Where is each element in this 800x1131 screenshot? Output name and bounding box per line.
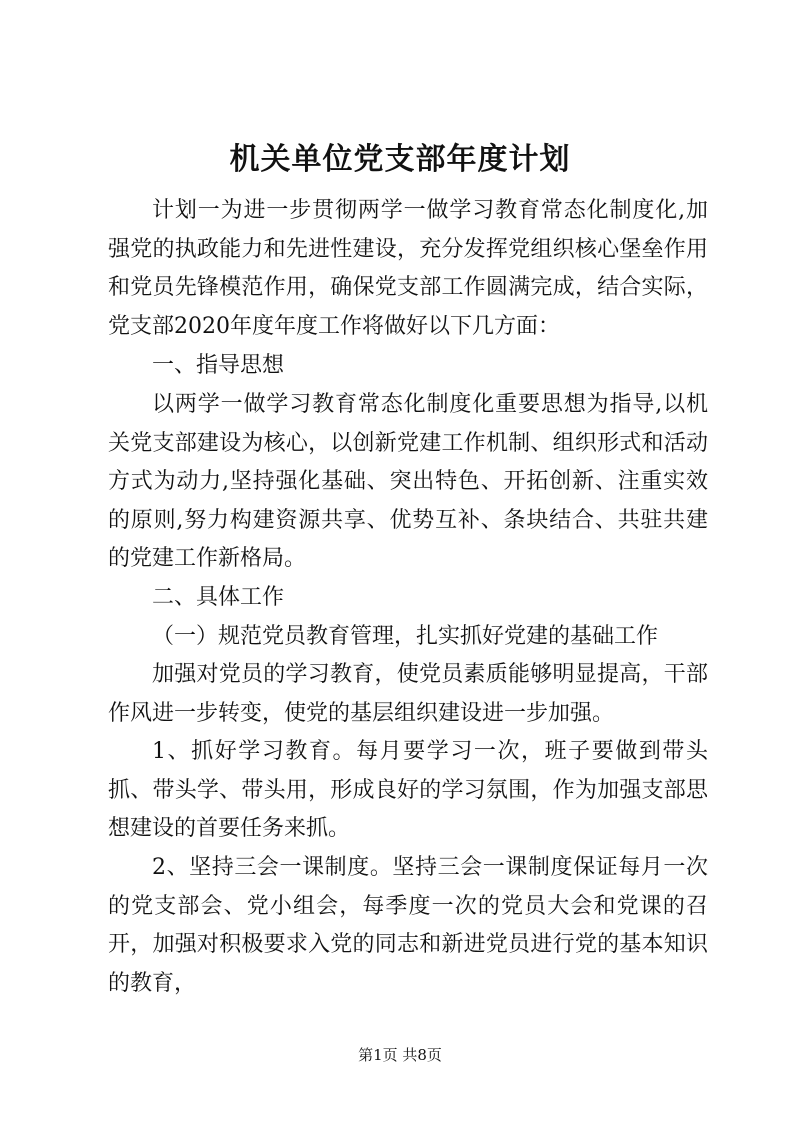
paragraph-study-education: 1、抓好学习教育。每月要学习一次，班子要做到带头抓、带头学、带头用，形成良好的学习氛围，作为加强支部思想建设的首要任务来抓。 <box>108 739 708 842</box>
page-footer: 第1页 共8页 <box>358 1046 442 1064</box>
subheading-party-education: （一）规范党员教育管理，扎实抓好党建的基础工作 <box>152 624 659 649</box>
document-title: 机关单位党支部年度计划 <box>229 142 571 177</box>
paragraph-party-education: 加强对党员的学习教育，使党员素质能够明显提高，干部作风进一步转变，使党的基层组织建设进一步加强。 <box>108 662 708 726</box>
heading-specific-work: 二、具体工作 <box>152 585 285 610</box>
paragraph-three-meetings: 2、坚持三会一课制度。坚持三会一课制度保证每月一次的党支部会、党小组会，每季度一次的党员大会和党课的召开，加强对积极要求入党的同志和新进党员进行党的基本知识的教育， <box>108 855 708 996</box>
paragraph-guiding-ideology: 以两学一做学习教育常态化制度化重要思想为指导,以机关党支部建设为核心，以创新党建工作机制、组织形式和活动方式为动力,坚持强化基础、突出特色、开拓创新、注重实效的原则,努力构建资源共享、优势互补、条块结合、共驻共建的党建工作新格局。 <box>108 392 708 572</box>
heading-guiding-ideology: 一、指导思想 <box>152 353 285 378</box>
paragraph-intro: 计划一为进一步贯彻两学一做学习教育常态化制度化,加强党的执政能力和先进性建设，充分发挥党组织核心堡垒作用和党员先锋模范作用，确保党支部工作圆满完成，结合实际，党支部2020年度年度工作将做好以下几方面： <box>108 198 708 339</box>
